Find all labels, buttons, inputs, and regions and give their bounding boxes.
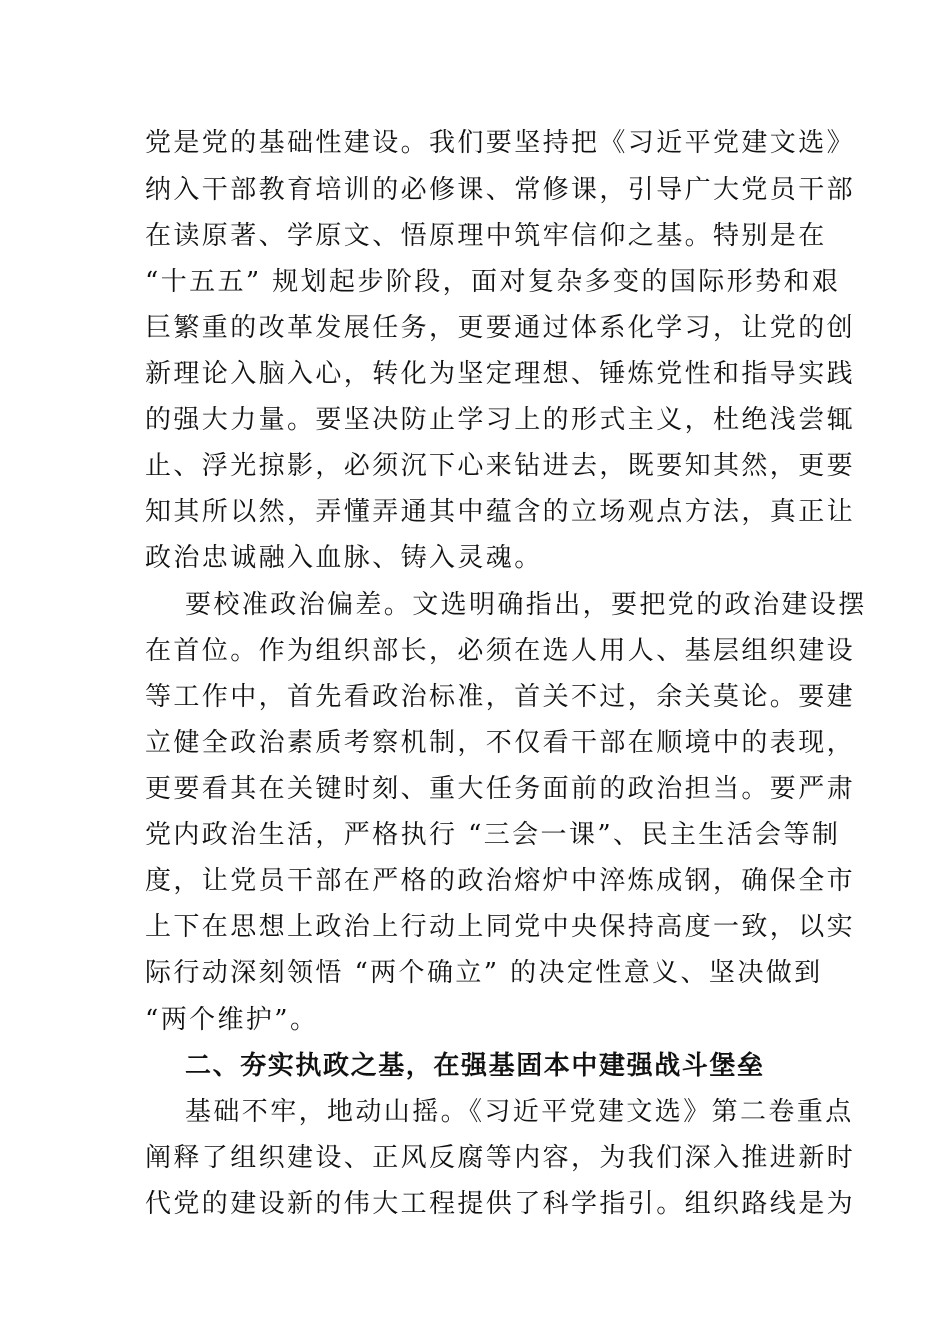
text-line: 度，让党员干部在严格的政治熔炉中淬炼成钢，确保全市 bbox=[145, 866, 856, 896]
text-line: 在首位。作为组织部长，必须在选人用人、基层组织建设 bbox=[145, 636, 856, 666]
text-line: 纳入干部教育培训的必修课、常修课，引导广大党员干部 bbox=[145, 175, 856, 205]
section-heading: 二、夯实执政之基，在强基固本中建强战斗堡垒 bbox=[185, 1051, 765, 1081]
text-line: 在读原著、学原文、悟原理中筑牢信仰之基。特别是在 bbox=[145, 221, 827, 251]
text-line: 等工作中，首先看政治标准，首关不过，余关莫论。要建 bbox=[145, 682, 856, 712]
text-line: 代党的建设新的伟大工程提供了科学指引。组织路线是为 bbox=[145, 1189, 856, 1219]
text-line: 党内政治生活，严格执行 “三会一课”、民主生活会等制 bbox=[145, 820, 841, 850]
text-line: “两个维护”。 bbox=[145, 1005, 319, 1035]
text-line: 的强大力量。要坚决防止学习上的形式主义，杜绝浅尝辄 bbox=[145, 405, 856, 435]
text-line: 基础不牢，地动山摇。《习近平党建文选》第二卷重点 bbox=[185, 1097, 854, 1127]
text-line: 要校准政治偏差。文选明确指出，要把党的政治建设摆 bbox=[185, 590, 867, 620]
text-line: 际行动深刻领悟 “两个确立” 的决定性意义、坚决做到 bbox=[145, 958, 823, 988]
text-line: 巨繁重的改革发展任务，更要通过体系化学习，让党的创 bbox=[145, 313, 856, 343]
text-line: 止、浮光掠影，必须沉下心来钻进去，既要知其然，更要 bbox=[145, 451, 856, 481]
text-line: 党是党的基础性建设。我们要坚持把《习近平党建文选》 bbox=[145, 128, 856, 158]
text-line: 阐释了组织建设、正风反腐等内容，为我们深入推进新时 bbox=[145, 1143, 856, 1173]
text-line: “十五五” 规划起步阶段，面对复杂多变的国际形势和艰 bbox=[145, 267, 841, 297]
text-line: 知其所以然，弄懂弄通其中蕴含的立场观点方法，真正让 bbox=[145, 497, 856, 527]
text-line: 更要看其在关键时刻、重大任务面前的政治担当。要严肃 bbox=[145, 774, 856, 804]
text-line: 上下在思想上政治上行动上同党中央保持高度一致，以实 bbox=[145, 912, 856, 942]
text-line: 新理论入脑入心，转化为坚定理想、锤炼党性和指导实践 bbox=[145, 359, 856, 389]
text-line: 立健全政治素质考察机制，不仅看干部在顺境中的表现， bbox=[145, 728, 856, 758]
text-line: 政治忠诚融入血脉、铸入灵魂。 bbox=[145, 543, 543, 573]
